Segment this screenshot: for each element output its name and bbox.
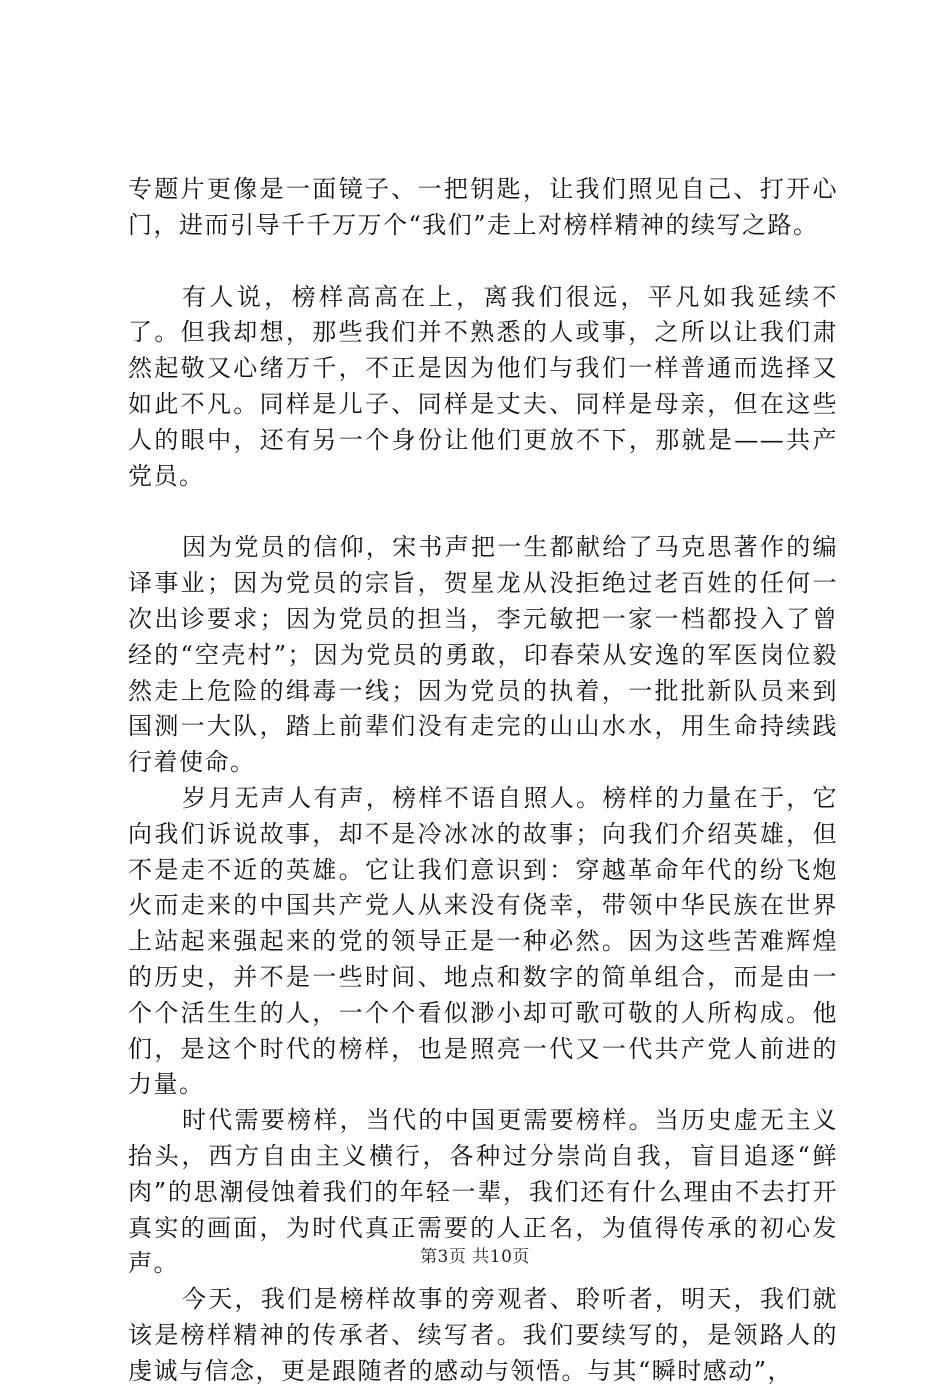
paragraph-6: 今天，我们是榜样故事的旁观者、聆听者，明天，我们就该是榜样精神的传承者、续写者。我们要续写的，是领路人的虔诚与信念，更是跟随者的感动与领悟。与其“瞬时感动”， [128, 1285, 838, 1385]
paragraph-1: 专题片更像是一面镜子、一把钥匙，让我们照见自己、打开心门，进而引导千千万万个“我们”走上对榜样精神的续写之路。 [128, 175, 838, 239]
paragraph-5: 时代需要榜样，当代的中国更需要榜样。当历史虚无主义抬头，西方自由主义横行，各种过分崇尚自我，盲目追逐“鲜肉”的思潮侵蚀着我们的年轻一辈，我们还有什么理由不去打开真实的画面，为时代真正需要的人正名，为值得传承的初心发声。 [128, 1106, 838, 1278]
paragraph-2: 有人说，榜样高高在上，离我们很远，平凡如我延续不了。但我却想，那些我们并不熟悉的人或事，之所以让我们肃然起敬又心绪万千，不正是因为他们与我们一样普通而选择又如此不凡。同样是儿子、同样是丈夫、同样是母亲，但在这些人的眼中，还有另一个身份让他们更放不下，那就是——共产党员。 [128, 282, 838, 490]
document-body [128, 172, 838, 1390]
paragraph-3: 因为党员的信仰，宋书声把一生都献给了马克思著作的编译事业；因为党员的宗旨，贺星龙从没拒绝过老百姓的任何一次出诊要求；因为党员的担当，李元敏把一家一档都投入了曾经的“空壳村”；因为党员的勇敢，印春荣从安逸的军医岗位毅然走上危险的缉毒一线；因为党员的执着，一批批新队员来到国测一大队，踏上前辈们没有走完的山山水水，用生命持续践行着使命。 [128, 533, 838, 777]
paragraph-4: 岁月无声人有声，榜样不语自照人。榜样的力量在于，它向我们诉说故事，却不是冷冰冰的故事；向我们介绍英雄，但不是走不近的英雄。它让我们意识到：穿越革命年代的纷飞炮火而走来的中国共产党人从来没有侥幸，带领中华民族在世界上站起来强起来的党的领导正是一种必然。因为这些苦难辉煌的历史，并不是一些时间、地点和数字的简单组合，而是由一个个活生生的人，一个个看似渺小却可歌可敬的人所构成。他们，是这个时代的榜样，也是照亮一代又一代共产党人前进的力量。 [128, 783, 838, 1099]
page-footer: 第3页 共10页 [420, 1247, 530, 1267]
